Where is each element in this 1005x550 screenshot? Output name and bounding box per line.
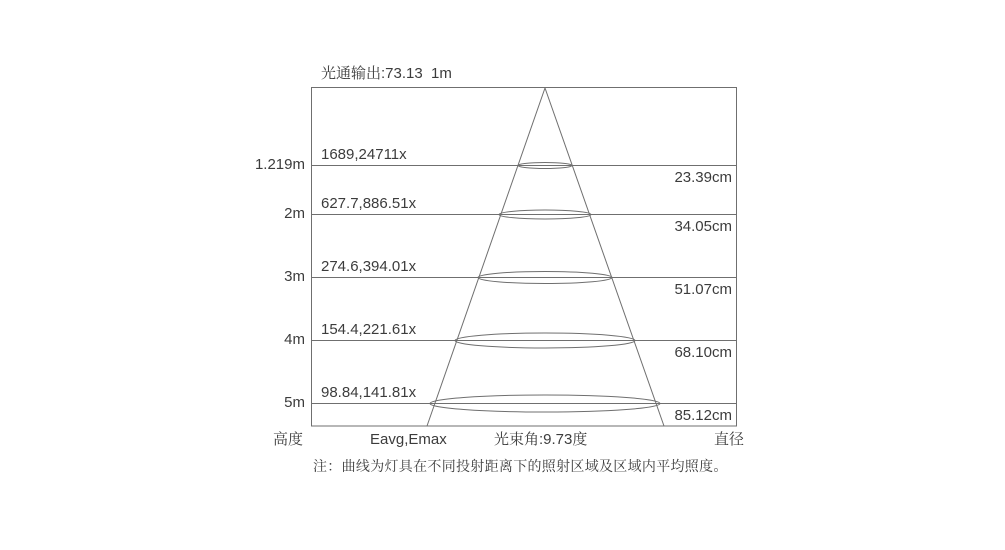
eavg-emax-label-5: 98.84,141.81x	[321, 384, 417, 401]
diameter-label-1: 23.39cm	[674, 169, 732, 186]
height-label-4: 4m	[284, 331, 305, 348]
axis-eavg-emax-label: Eavg,Emax	[370, 431, 447, 448]
eavg-emax-label-4: 154.4,221.61x	[321, 321, 417, 338]
diameter-label-2: 34.05cm	[674, 218, 732, 235]
diameter-label-4: 68.10cm	[674, 344, 732, 361]
height-label-3: 3m	[284, 268, 305, 285]
eavg-emax-label-2: 627.7,886.51x	[321, 195, 417, 212]
height-label-2: 2m	[284, 205, 305, 222]
cone-edge-right	[545, 88, 664, 426]
diameter-label-3: 51.07cm	[674, 281, 732, 298]
chart-footnote: 注：曲线为灯具在不同投射距离下的照射区域及区域内平均照度。	[313, 458, 728, 474]
height-label-1: 1.219m	[254, 156, 305, 173]
eavg-emax-label-1: 1689,24711x	[321, 146, 407, 163]
cone-edge-left	[427, 88, 545, 426]
diameter-label-5: 85.12cm	[674, 407, 732, 424]
axis-diameter-label: 直径	[713, 431, 744, 448]
height-label-5: 5m	[284, 394, 305, 411]
axis-beam-angle-label: 光束角:9.73度	[494, 431, 588, 448]
axis-height-label: 高度	[272, 431, 303, 448]
chart-title: 光通输出:73.13 1m	[321, 65, 452, 82]
eavg-emax-label-3: 274.6,394.01x	[321, 258, 417, 275]
